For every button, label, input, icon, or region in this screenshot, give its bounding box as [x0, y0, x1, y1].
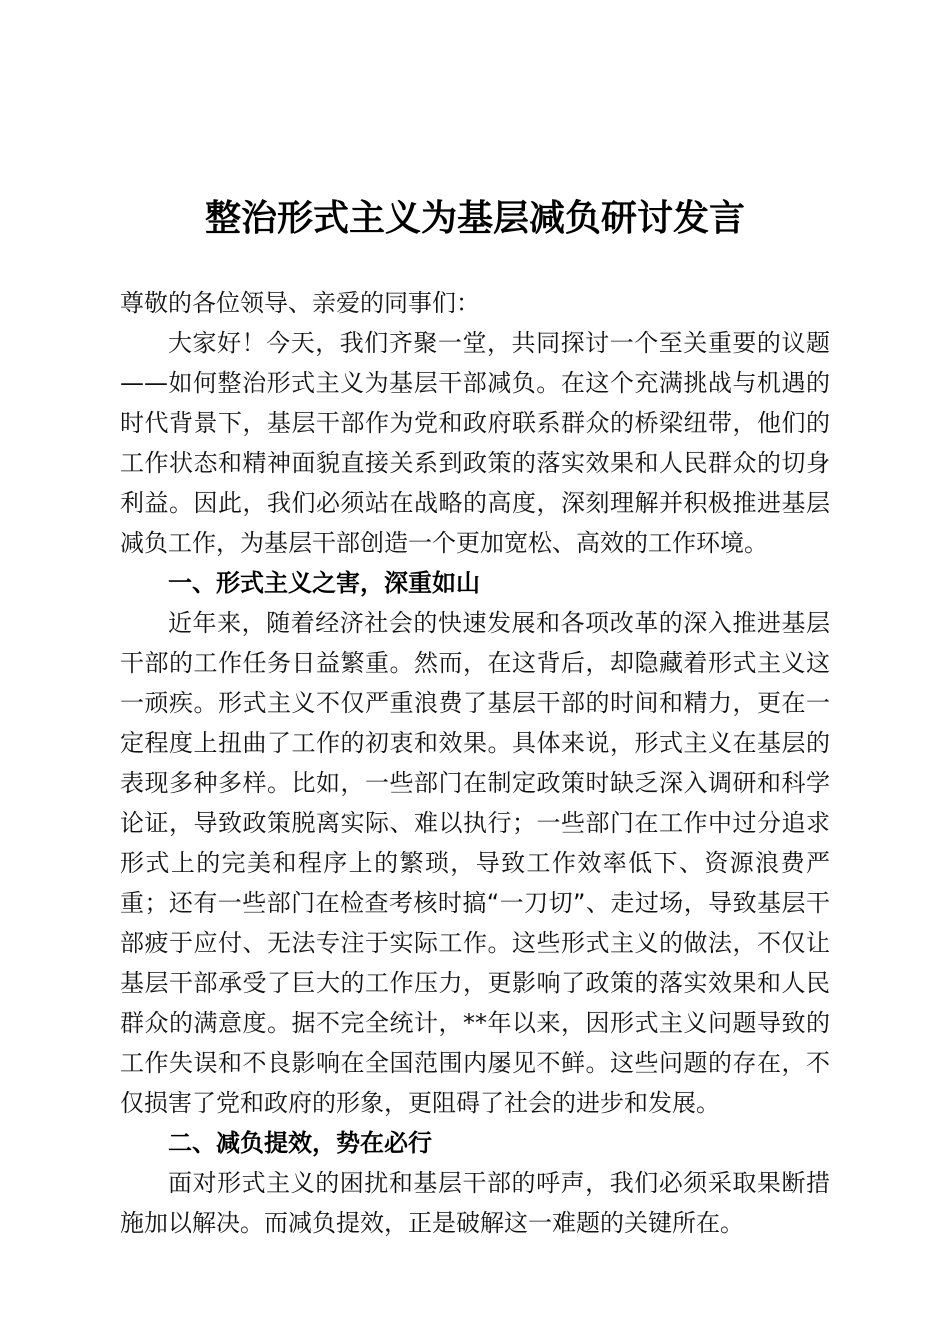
- salutation: 尊敬的各位领导、亲爱的同事们：: [120, 289, 480, 317]
- paragraph-intro: 大家好！今天，我们齐聚一堂，共同探讨一个至关重要的议题——如何整治形式主义为基层干部减负。在这个充满挑战与机遇的时代背景下，基层干部作为党和政府联系群众的桥梁纽带，他们的工作状态和精神面貌直接关系到政策的落实效果和人民群众的切身利益。因此，我们必须站在战略的高度，深刻理解并积极推进基层减负工作，为基层干部创造一个更加宽松、高效的工作环境。: [120, 329, 830, 557]
- section-heading-1: 一、形式主义之害，深重如山: [168, 569, 480, 597]
- document-title: 整治形式主义为基层减负研讨发言: [204, 197, 745, 239]
- section-heading-2: 二、减负提效，势在必行: [168, 1129, 432, 1157]
- document-body: [120, 283, 830, 1243]
- paragraph-section-2: 面对形式主义的困扰和基层干部的呼声，我们必须采取果断措施加以解决。而减负提效，正是破解这一难题的关键所在。: [120, 1169, 830, 1237]
- paragraph-section-1: 近年来，随着经济社会的快速发展和各项改革的深入推进基层干部的工作任务日益繁重。然而，在这背后，却隐藏着形式主义这一顽疾。形式主义不仅严重浪费了基层干部的时间和精力，更在一定程度上扭曲了工作的初衷和效果。具体来说，形式主义在基层的表现多种多样。比如，一些部门在制定政策时缺乏深入调研和科学论证，导致政策脱离实际、难以执行；一些部门在工作中过分追求形式上的完美和程序上的繁琐，导致工作效率低下、资源浪费严重；还有一些部门在检查考核时搞“一刀切”、走过场，导致基层干部疲于应付、无法专注于实际工作。这些形式主义的做法，不仅让基层干部承受了巨大的工作压力，更影响了政策的落实效果和人民群众的满意度。据不完全统计，**年以来，因形式主义问题导致的工作失误和不良影响在全国范围内屡见不鲜。这些问题的存在，不仅损害了党和政府的形象，更阻碍了社会的进步和发展。: [120, 609, 830, 1117]
